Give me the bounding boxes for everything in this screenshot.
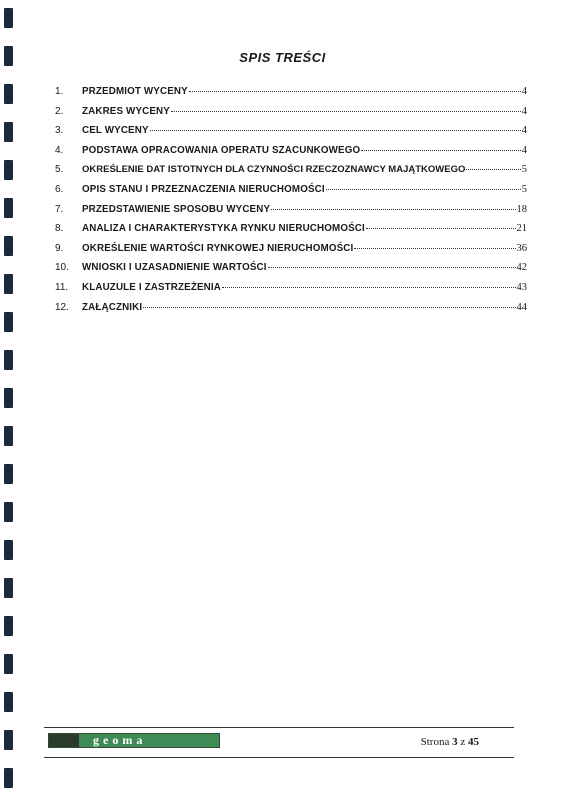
toc-number: 5. bbox=[55, 164, 64, 176]
toc-entry[interactable] bbox=[55, 302, 527, 322]
page-current: 3 bbox=[452, 736, 458, 748]
binding-hole bbox=[4, 160, 13, 180]
binding-hole bbox=[4, 84, 13, 104]
toc-entry[interactable] bbox=[55, 223, 527, 243]
toc-label: ANALIZA I CHARAKTERYSTYKA RYNKU NIERUCHOMOŚCI bbox=[82, 223, 365, 235]
toc-page: 5 bbox=[521, 183, 527, 195]
toc-leader-dots bbox=[222, 287, 516, 288]
toc-entry[interactable] bbox=[55, 243, 527, 263]
toc-leader-dots bbox=[150, 130, 521, 131]
binding-hole bbox=[4, 350, 13, 370]
toc-leader-dots bbox=[171, 111, 521, 112]
page-sep: z bbox=[460, 736, 466, 748]
toc-entry[interactable] bbox=[55, 204, 527, 224]
toc-page: 4 bbox=[521, 125, 527, 137]
toc-entry[interactable] bbox=[55, 145, 527, 165]
toc-leader-dots bbox=[271, 209, 515, 210]
footer-bottom-rule bbox=[44, 757, 514, 758]
toc-label: WNIOSKI I UZASADNIENIE WARTOŚCI bbox=[82, 262, 267, 274]
table-of-contents bbox=[55, 86, 527, 321]
toc-entry[interactable] bbox=[55, 282, 527, 302]
toc-number: 1. bbox=[55, 86, 64, 97]
page-total: 45 bbox=[468, 736, 479, 748]
toc-label: ZAŁĄCZNIKI bbox=[82, 301, 143, 313]
logo-text: geoma bbox=[79, 734, 219, 747]
toc-page: 36 bbox=[516, 242, 527, 254]
toc-number: 2. bbox=[55, 105, 64, 117]
toc-entry[interactable] bbox=[55, 164, 527, 184]
binding-holes bbox=[0, 0, 22, 800]
toc-label: OKREŚLENIE WARTOŚCI RYNKOWEJ NIERUCHOMOŚCI bbox=[82, 242, 354, 254]
toc-leader-dots bbox=[268, 267, 516, 268]
toc-leader-dots bbox=[189, 91, 521, 92]
page-prefix: Strona bbox=[420, 736, 450, 748]
toc-page: 44 bbox=[516, 301, 527, 313]
binding-hole bbox=[4, 122, 13, 142]
toc-leader-dots bbox=[326, 189, 521, 190]
toc-label: OKREŚLENIE DAT ISTOTNYCH DLA CZYNNOŚCI RZECZOZNAWCY MAJĄTKOWEGO bbox=[82, 164, 466, 176]
geoma-logo bbox=[48, 733, 220, 748]
binding-hole bbox=[4, 768, 13, 788]
toc-number: 3. bbox=[55, 125, 64, 137]
toc-leader-dots bbox=[361, 150, 520, 151]
toc-entry[interactable] bbox=[55, 262, 527, 282]
toc-number: 4. bbox=[55, 144, 64, 156]
binding-hole bbox=[4, 692, 13, 712]
footer-top-rule bbox=[44, 727, 514, 728]
toc-page: 21 bbox=[516, 223, 527, 235]
binding-hole bbox=[4, 312, 13, 332]
binding-hole bbox=[4, 8, 13, 28]
toc-page: 4 bbox=[521, 144, 527, 156]
page-title: SPIS TREŚCI bbox=[239, 50, 326, 65]
binding-hole bbox=[4, 616, 13, 636]
binding-hole bbox=[4, 730, 13, 750]
toc-label: ZAKRES WYCENY bbox=[82, 105, 170, 117]
toc-page: 42 bbox=[516, 262, 527, 274]
toc-label: KLAUZULE I ZASTRZEŻENIA bbox=[82, 281, 221, 293]
toc-page: 43 bbox=[516, 281, 527, 293]
toc-entry[interactable] bbox=[55, 125, 527, 145]
toc-entry[interactable] bbox=[55, 106, 527, 126]
binding-hole bbox=[4, 198, 13, 218]
toc-leader-dots bbox=[466, 169, 520, 170]
toc-number: 10. bbox=[55, 262, 69, 274]
binding-hole bbox=[4, 578, 13, 598]
toc-label: OPIS STANU I PRZEZNACZENIA NIERUCHOMOŚCI bbox=[82, 183, 325, 195]
toc-page: 4 bbox=[521, 105, 527, 117]
toc-leader-dots bbox=[143, 307, 515, 308]
binding-hole bbox=[4, 388, 13, 408]
toc-page: 18 bbox=[516, 203, 527, 215]
toc-number: 11. bbox=[55, 281, 69, 293]
binding-hole bbox=[4, 236, 13, 256]
toc-leader-dots bbox=[366, 228, 516, 229]
toc-number: 9. bbox=[55, 242, 64, 254]
binding-hole bbox=[4, 464, 13, 484]
toc-number: 8. bbox=[55, 223, 64, 235]
toc-entry[interactable] bbox=[55, 86, 527, 106]
toc-page: 4 bbox=[521, 86, 527, 97]
toc-label: PRZEDMIOT WYCENY bbox=[82, 86, 188, 97]
toc-entry[interactable] bbox=[55, 184, 527, 204]
toc-number: 12. bbox=[55, 301, 69, 313]
toc-label: PODSTAWA OPRACOWANIA OPERATU SZACUNKOWEGO bbox=[82, 144, 361, 156]
binding-hole bbox=[4, 274, 13, 294]
toc-page: 5 bbox=[521, 164, 527, 176]
binding-hole bbox=[4, 502, 13, 522]
toc-label: CEL WYCENY bbox=[82, 125, 149, 137]
logo-dark-block bbox=[49, 734, 79, 747]
toc-label: PRZEDSTAWIENIE SPOSOBU WYCENY bbox=[82, 203, 271, 215]
binding-hole bbox=[4, 540, 13, 560]
binding-hole bbox=[4, 654, 13, 674]
page-number bbox=[421, 736, 479, 748]
toc-number: 7. bbox=[55, 203, 64, 215]
binding-hole bbox=[4, 426, 13, 446]
toc-number: 6. bbox=[55, 183, 64, 195]
toc-leader-dots bbox=[354, 248, 515, 249]
